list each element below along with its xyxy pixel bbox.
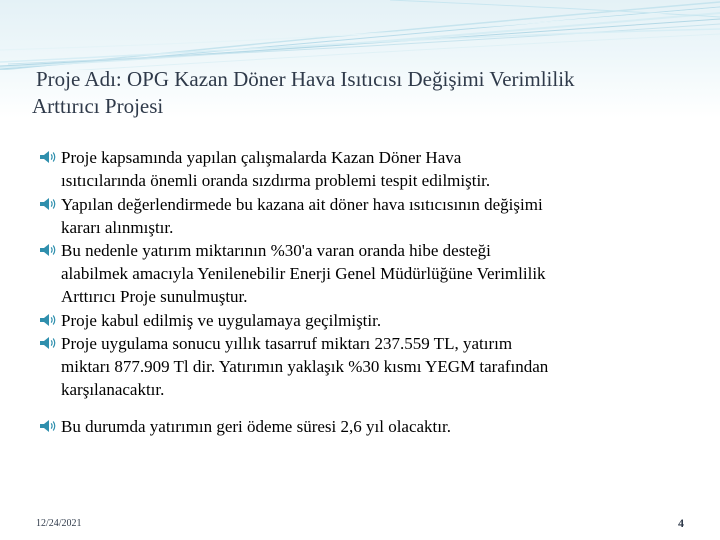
speaker-bullet-icon: [38, 417, 58, 435]
bullet-text-line: Bu durumda yatırımın geri ödeme süresi 2,6 yıl olacaktır.: [61, 417, 451, 436]
bullet-text-line: ısıtıcılarında önemli oranda sızdırma problemi tespit edilmiştir.: [61, 171, 491, 190]
footer-date: 12/24/2021: [36, 518, 82, 529]
slide-title: [32, 66, 702, 120]
speaker-bullet-icon: [38, 334, 58, 352]
page-number: 4: [678, 516, 684, 530]
speaker-bullet-icon: [38, 195, 58, 213]
bullet-item: [38, 332, 698, 401]
bullet-text-line: Bu nedenle yatırım miktarının %30'a varan oranda hibe desteği: [61, 241, 491, 260]
bullet-list: [38, 146, 698, 439]
bullet-item: [38, 239, 698, 308]
slide-title-line: Arttırıcı Projesi: [32, 94, 164, 118]
bullet-item: [38, 193, 698, 239]
bullet-item: [38, 415, 698, 438]
bullet-text-line: karşılanacaktır.: [61, 380, 165, 399]
bullet-text-line: Proje kabul edilmiş ve uygulamaya geçilmiştir.: [61, 310, 382, 330]
bullet-text-line: Proje uygulama sonucu yıllık tasarruf miktarı 237.559 TL, yatırım: [61, 334, 513, 353]
bullet-text-line: alabilmek amacıyla Yenilenebilir Enerji Genel Müdürlüğüne Verimlilik: [61, 264, 546, 283]
bullet-text-line: Arttırıcı Proje sunulmuştur.: [61, 287, 248, 306]
bullet-text-line: Proje kapsamında yapılan çalışmalarda Kazan Döner Hava: [61, 148, 462, 167]
bullet-item: [38, 309, 698, 332]
decorative-wave-lines: [0, 0, 720, 70]
bullet-text-line: kararı alınmıştır.: [61, 217, 174, 237]
slide-title-line: Proje Adı: OPG Kazan Döner Hava Isıtıcısı Değişimi Verimlilik: [36, 67, 575, 91]
speaker-bullet-icon: [38, 241, 58, 259]
bullet-text-line: miktarı 877.909 Tl dir. Yatırımın yaklaşık %30 kısmı YEGM tarafından: [61, 357, 549, 376]
bullet-text-line: Yapılan değerlendirmede bu kazana ait döner hava ısıtıcısının değişimi: [61, 194, 543, 214]
speaker-bullet-icon: [38, 311, 58, 329]
speaker-bullet-icon: [38, 148, 58, 166]
bullet-item: [38, 146, 698, 192]
